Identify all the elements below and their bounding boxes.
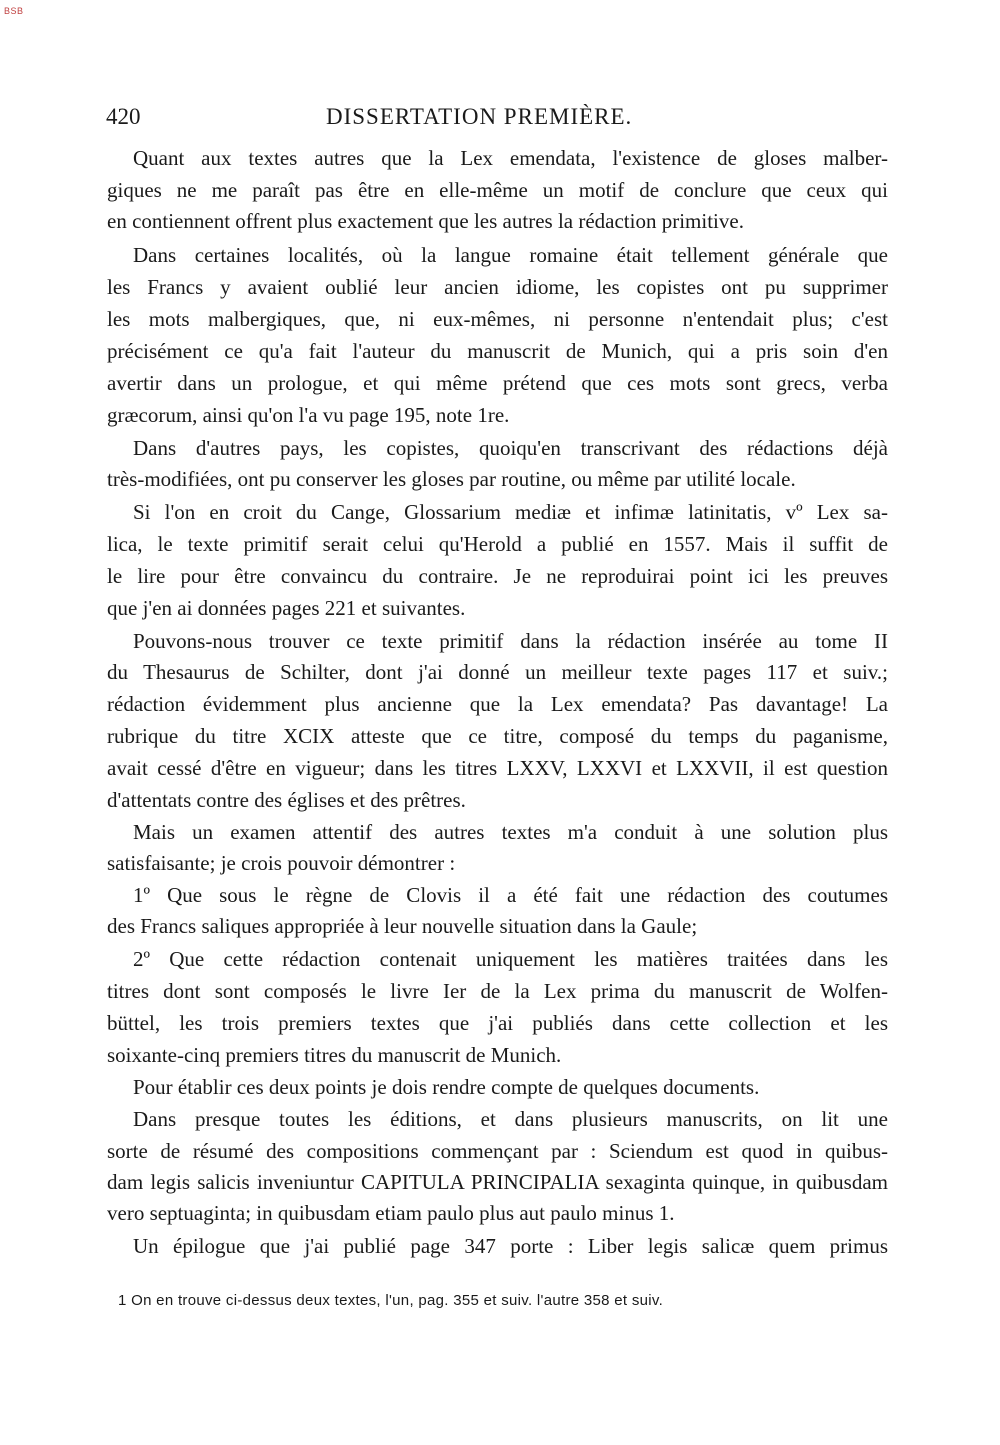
text-line: avertir dans un prologue, et qui même prétend que ces mots sont grecs, verba [107, 371, 888, 395]
text-line: d'attentats contre des églises et des prêtres. [107, 788, 466, 812]
text-line: les mots malbergiques, que, ni eux-mêmes, ni personne n'entendait plus; c'est [107, 307, 888, 331]
text-line: Dans d'autres pays, les copistes, quoiqu'en transcrivant des rédactions déjà [133, 436, 888, 460]
footnote: 1 On en trouve ci-dessus deux textes, l'un, pag. 355 et suiv. l'autre 358 et suiv. [118, 1292, 664, 1309]
text-line: que j'en ai données pages 221 et suivantes. [107, 596, 466, 620]
text-line: græcorum, ainsi qu'on l'a vu page 195, note 1re. [107, 403, 510, 427]
text-line: Un épilogue que j'ai publié page 347 porte : Liber legis salicæ quem primus [133, 1234, 888, 1258]
text-line: lica, le texte primitif serait celui qu'Herold a publié en 1557. Mais il suffit de [107, 532, 888, 556]
text-line: 2º Que cette rédaction contenait uniquement les matières traitées dans les [133, 947, 888, 971]
text-line: du Thesaurus de Schilter, dont j'ai donné un meilleur texte pages 117 et suiv.; [107, 660, 888, 684]
text-line: rubrique du titre XCIX atteste que ce titre, composé du temps du paganisme, [107, 724, 888, 748]
text-line: Mais un examen attentif des autres textes m'a conduit à une solution plus [133, 820, 888, 844]
text-line: sorte de résumé des compositions commençant par : Sciendum est quod in quibus- [107, 1139, 888, 1163]
text-line: les Francs y avaient oublié leur ancien idiome, les copistes ont pu supprimer [107, 275, 888, 299]
text-line: Pouvons-nous trouver ce texte primitif dans la rédaction insérée au tome II [133, 629, 888, 653]
text-line: satisfaisante; je crois pouvoir démontrer : [107, 851, 456, 875]
text-line: très-modifiées, ont pu conserver les gloses par routine, ou même par utilité locale. [107, 467, 796, 491]
text-line: Pour établir ces deux points je dois rendre compte de quelques documents. [133, 1075, 760, 1099]
running-title: DISSERTATION PREMIÈRE. [326, 104, 633, 129]
text-line: précisément ce qu'a fait l'auteur du manuscrit de Munich, qui a pris soin d'en [107, 339, 888, 363]
text-line: titres dont sont composés le livre Ier de la Lex prima du manuscrit de Wolfen- [107, 979, 888, 1003]
text-line: Dans presque toutes les éditions, et dans plusieurs manuscrits, on lit une [133, 1107, 888, 1131]
text-line: büttel, les trois premiers textes que j'ai publiés dans cette collection et les [107, 1011, 888, 1035]
text-line: rédaction évidemment plus ancienne que la Lex emendata? Pas davantage! La [107, 692, 888, 716]
text-line: Dans certaines localités, où la langue romaine était tellement générale que [133, 243, 888, 267]
text-line: en contiennent offrent plus exactement que les autres la rédaction primitive. [107, 209, 744, 233]
text-line: avait cessé d'être en vigueur; dans les titres LXXV, LXXVI et LXXVII, il est question [107, 756, 888, 780]
text-line: 1º Que sous le règne de Clovis il a été fait une rédaction des coutumes [133, 883, 888, 907]
library-marker: BSB [4, 6, 24, 16]
text-line: giques ne me paraît pas être en elle-même un motif de conclure que ceux qui [107, 178, 888, 202]
text-line: Quant aux textes autres que la Lex emendata, l'existence de gloses malber- [133, 146, 888, 170]
text-line: vero septuaginta; in quibusdam etiam paulo plus aut paulo minus 1. [107, 1201, 675, 1225]
page-number: 420 [106, 104, 141, 129]
text-line: dam legis salicis inveniuntur CAPITULA PRINCIPALIA sexaginta quinque, in quibusdam [107, 1170, 888, 1194]
text-line: soixante-cinq premiers titres du manuscrit de Munich. [107, 1043, 562, 1067]
text-line: des Francs saliques appropriée à leur nouvelle situation dans la Gaule; [107, 914, 698, 938]
text-line: le lire pour être convaincu du contraire. Je ne reproduirai point ici les preuves [107, 564, 888, 588]
text-line: Si l'on en croit du Cange, Glossarium mediæ et infimæ latinitatis, vº Lex sa- [133, 500, 888, 524]
